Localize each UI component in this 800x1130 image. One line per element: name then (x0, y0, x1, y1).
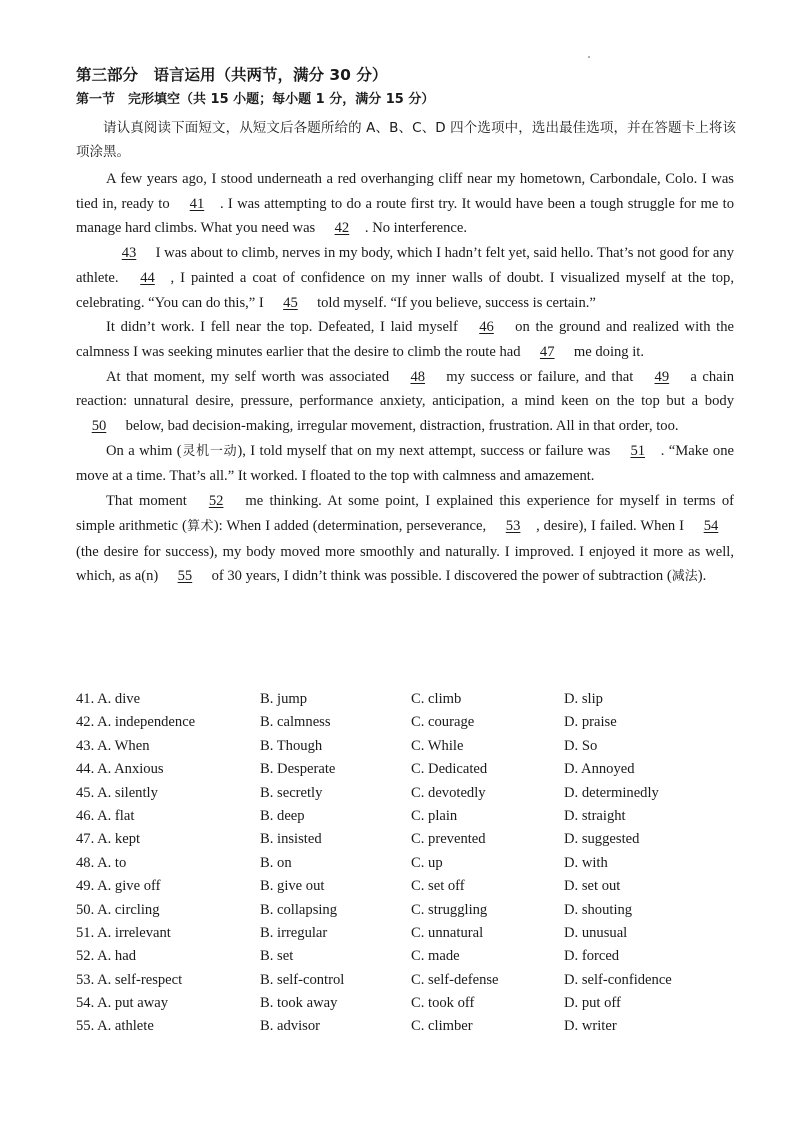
option-a: 54. A. put away (76, 995, 169, 1012)
option-row-45 (76, 782, 756, 805)
blank-54: 54 (703, 517, 719, 534)
option-d: D. straight (564, 807, 626, 824)
passage-text: my success or failure, and that (440, 368, 639, 385)
passage-text: on the ground and realized with the calmness I was seeking minutes earlier that the desire to climb the route had (76, 319, 734, 360)
option-c: C. unnatural (411, 924, 484, 941)
option-a: 48. A. to (76, 854, 127, 871)
option-a: 53. A. self-respect (76, 971, 183, 988)
passage-text: , desire), I failed. When I (536, 517, 688, 534)
paragraph-1 (76, 167, 734, 241)
passage-text: , I painted a coat of confidence on my inner walls of doubt. I visualized myself at the top, celebrating. “You can do this,” I (76, 269, 734, 311)
option-c: C. climber (411, 1018, 473, 1035)
blank-47: 47 (539, 343, 555, 360)
option-c: C. set off (411, 878, 465, 895)
blank-49: 49 (654, 368, 670, 385)
option-row-50 (76, 899, 756, 922)
option-row-41 (76, 688, 756, 711)
passage-text: a chain reaction: unnatural desire, pressure, performance anxiety, anticipation, a mind keen on the top but a body (76, 368, 734, 410)
option-b: B. insisted (260, 831, 322, 848)
option-d: D. with (564, 854, 608, 871)
paragraph-5 (76, 439, 734, 489)
option-c: C. struggling (411, 901, 488, 918)
blank-53: 53 (505, 517, 521, 534)
chinese-gloss: 减法 (671, 569, 698, 585)
option-c: C. climb (411, 691, 462, 707)
passage-text: me thinking. At some point, I explained this experience for myself in terms of simple arithmetic ( (76, 493, 734, 534)
option-d: D. slip (564, 691, 603, 707)
option-c: C. Dedicated (411, 761, 488, 778)
option-d: D. forced (564, 948, 620, 965)
passage-text: of 30 years, I didn’t think was possible. I discovered the power of subtraction ( (207, 568, 672, 585)
option-c: C. plain (411, 807, 458, 824)
blank-42: 42 (334, 220, 350, 237)
option-a: 52. A. had (76, 948, 136, 965)
option-b: B. on (260, 854, 292, 871)
option-b: B. advisor (260, 1018, 320, 1035)
option-d: D. determinedly (564, 784, 659, 801)
option-c: C. made (411, 948, 460, 965)
option-a: 49. A. give off (76, 878, 161, 895)
option-row-53 (76, 969, 756, 992)
option-c: C. While (411, 737, 464, 754)
passage-text: ): When I added (determination, perseverance, (213, 517, 491, 534)
option-c: C. prevented (411, 831, 486, 848)
passage-text: A few years ago, I stood underneath a red overhanging cliff near my hometown, Carbondale, Colo. I was tied in, ready to (76, 171, 734, 212)
cloze-passage (76, 167, 734, 590)
option-b: B. collapsing (260, 901, 338, 918)
passage-text: At that moment, my self worth was associated (106, 368, 395, 385)
option-d: D. writer (564, 1018, 617, 1035)
option-b: B. took away (260, 995, 338, 1012)
paragraph-3 (76, 315, 734, 364)
option-d: D. suggested (564, 831, 640, 848)
blank-50: 50 (91, 418, 107, 435)
option-row-51 (76, 922, 756, 945)
option-a: 46. A. flat (76, 807, 135, 824)
answer-options (76, 688, 756, 1039)
option-d: D. praise (564, 714, 617, 731)
paragraph-2 (76, 241, 734, 315)
blank-45: 45 (283, 294, 298, 311)
option-a: 55. A. athlete (76, 1018, 154, 1035)
option-row-52 (76, 945, 756, 968)
option-row-55 (76, 1015, 756, 1038)
passage-text: It didn’t work. I fell near the top. Defeated, I laid myself (106, 319, 464, 336)
option-row-48 (76, 852, 756, 875)
option-c: C. up (411, 854, 443, 871)
instructions: 请认真阅读下面短文，从短文后各题所给的 A、B、C、D 四个选项中，选出最佳选项，并在答题卡上将该项涂黑。 (76, 120, 736, 160)
option-c: C. courage (411, 714, 475, 731)
passage-text: (the desire for success), my body moved more smoothly and naturally. I improved. I enjoyed it more as well, which, as a(n) (76, 543, 734, 585)
scan-speck (588, 56, 590, 58)
section-title: 第三部分 语言运用（共两节，满分 30 分） (76, 66, 388, 84)
option-b: B. set (260, 948, 294, 965)
option-d: D. shouting (564, 901, 633, 918)
blank-43: 43 (121, 245, 137, 262)
option-b: B. give out (260, 878, 325, 895)
option-d: D. put off (564, 995, 621, 1012)
passage-text: me doing it. (570, 343, 644, 360)
paragraph-6 (76, 489, 734, 590)
option-c: C. took off (411, 995, 475, 1012)
option-a: 42. A. independence (76, 714, 196, 731)
passage-text: On a whim ( (106, 442, 182, 459)
option-b: B. calmness (260, 714, 331, 731)
option-row-54 (76, 992, 756, 1015)
option-b: B. Though (260, 737, 323, 754)
option-a: 51. A. irrelevant (76, 924, 171, 941)
blank-48: 48 (410, 368, 426, 385)
option-d: D. unusual (564, 924, 628, 941)
paragraph-4 (76, 365, 734, 439)
option-c: C. self-defense (411, 971, 499, 988)
passage-text: That moment (106, 493, 194, 510)
option-row-49 (76, 875, 756, 898)
subsection-title: 第一节 完形填空（共 15 小题；每小题 1 分，满分 15 分） (76, 92, 435, 107)
option-row-44 (76, 758, 756, 781)
option-b: B. Desperate (260, 761, 336, 778)
blank-52: 52 (208, 493, 224, 510)
option-d: D. Annoyed (564, 761, 635, 778)
option-row-46 (76, 805, 756, 828)
option-b: B. jump (260, 691, 308, 707)
passage-text: . No interference. (364, 220, 467, 237)
option-b: B. deep (260, 807, 305, 824)
blank-44: 44 (140, 269, 155, 286)
option-d: D. So (564, 737, 598, 754)
option-a: 50. A. circling (76, 901, 160, 918)
option-b: B. secretly (260, 784, 323, 801)
option-c: C. devotedly (411, 784, 486, 801)
passage-text: below, bad decision-making, irregular movement, distraction, frustration. All in that order, too. (122, 418, 679, 435)
option-b: B. self-control (260, 971, 345, 988)
option-b: B. irregular (260, 924, 328, 941)
chinese-gloss: 灵机一动 (181, 443, 238, 459)
option-a: 43. A. When (76, 737, 150, 754)
option-d: D. self-confidence (564, 971, 672, 988)
passage-text: ), I told myself that on my next attempt, success or failure was (237, 442, 615, 459)
option-a: 41. A. dive (76, 691, 141, 707)
blank-55: 55 (177, 568, 193, 585)
blank-41: 41 (189, 195, 205, 212)
chinese-gloss: 算术 (186, 518, 214, 534)
option-d: D. set out (564, 878, 621, 895)
option-row-43 (76, 735, 756, 758)
option-a: 45. A. silently (76, 784, 158, 801)
passage-text: . “Make one move at a time. That’s all.” It worked. I floated to the top with calmness and amazement. (76, 442, 734, 485)
passage-text: . I was attempting to do a route first try. It would have been a tough struggle for me to manage hard climbs. What you need was (76, 195, 734, 237)
option-a: 44. A. Anxious (76, 761, 164, 778)
blank-46: 46 (479, 319, 494, 336)
passage-text: told myself. “If you believe, success is certain.” (313, 294, 596, 311)
passage-text: I was about to climb, nerves in my body, which I hadn’t felt yet, said hello. That’s not good for any athlete. (76, 245, 734, 286)
option-a: 47. A. kept (76, 831, 141, 848)
blank-51: 51 (630, 442, 646, 459)
option-row-47 (76, 828, 756, 851)
passage-text: ). (697, 568, 707, 585)
option-row-42 (76, 711, 756, 734)
